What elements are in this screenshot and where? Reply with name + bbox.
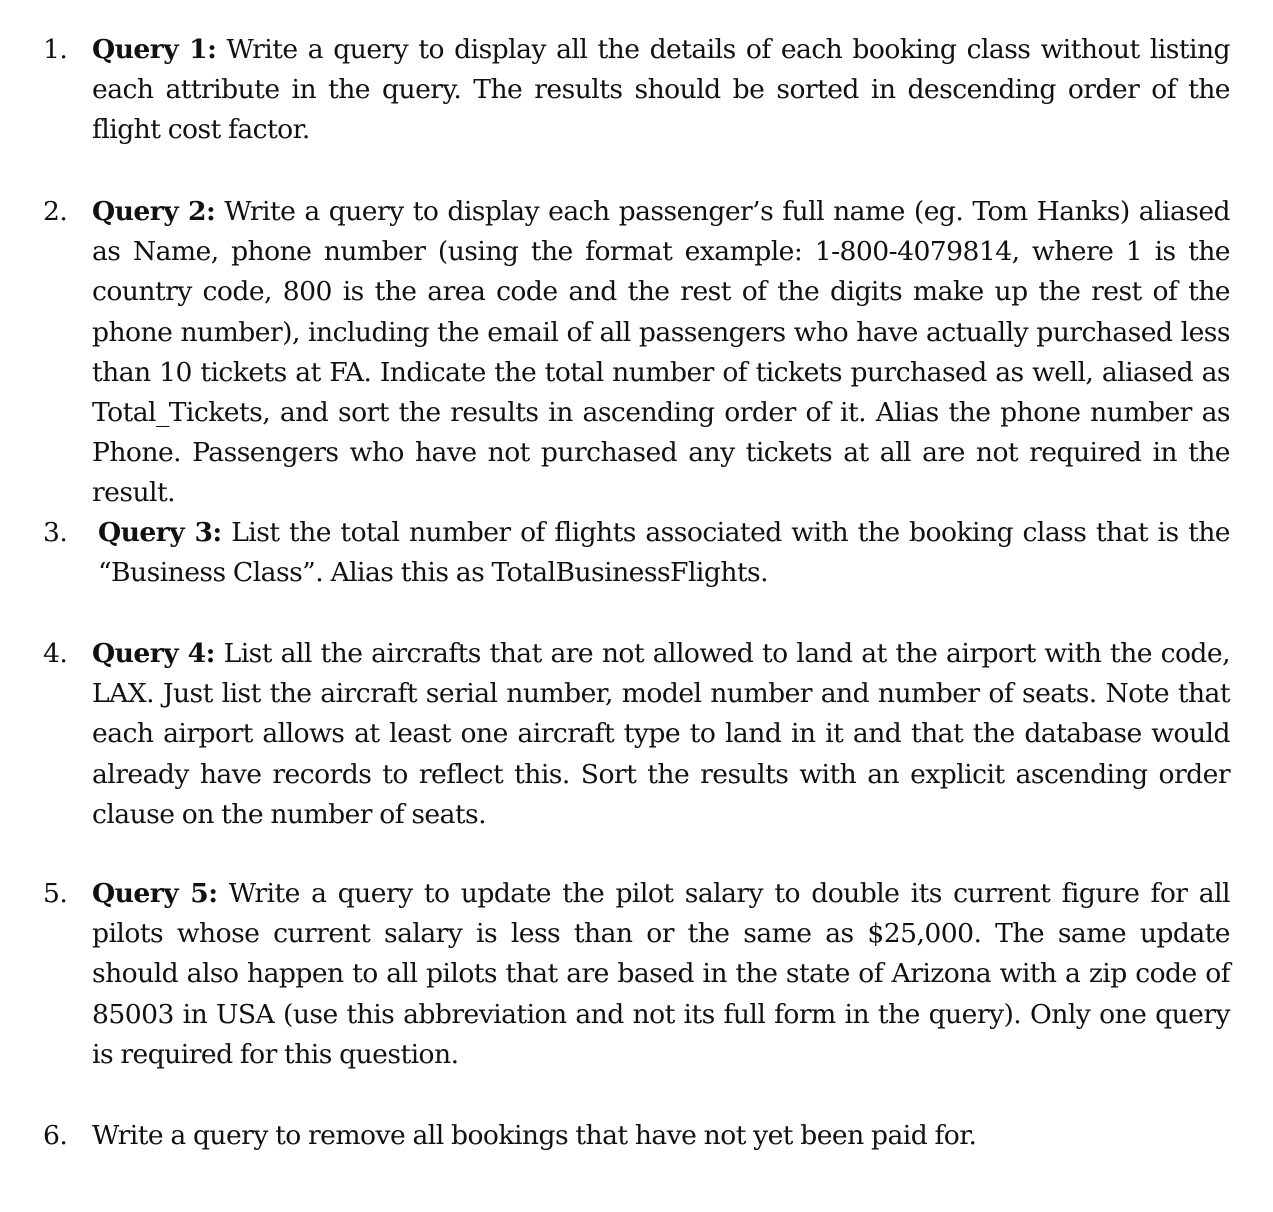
question-text: Write a query to remove all bookings that have not yet been paid for.: [92, 1120, 977, 1151]
question-body: [98, 513, 1230, 593]
question-body: [92, 634, 1230, 835]
query-label: Query 3:: [98, 517, 222, 548]
query-label: Query 1:: [92, 34, 217, 65]
question-number: 4.: [43, 638, 68, 669]
question-item: [43, 513, 1230, 593]
question-number: 6.: [43, 1120, 68, 1151]
query-label: Query 5:: [92, 878, 218, 909]
question-item: [43, 634, 1230, 835]
question-number: 1.: [43, 34, 68, 65]
question-body: [92, 30, 1230, 151]
question-number: 5.: [43, 878, 68, 909]
question-text: List the total number of flights associated with the booking class that is the “Business Class”. Alias this as TotalBusinessFlights.: [98, 517, 1230, 589]
question-body: [92, 874, 1230, 1075]
question-text: Write a query to update the pilot salary to double its current figure for all pilots whose current salary is less than or the same as $25,000. The same update should also happen to all pilots that are based in the state of Arizona with a zip code of 85003 in USA (use this abbreviation and not its full form in the query). Only one query is required for this question.: [92, 878, 1230, 1070]
question-text: Write a query to display each passenger’s full name (eg. Tom Hanks) aliased as Name, phone number (using the format example: 1-800-4079814, where 1 is the country code, 800 is the area code and the rest of the digits make up the rest of the phone number), including the email of all passengers who have actually purchased less than 10 tickets at FA. Indicate the total number of tickets purchased as well, aliased as Total_Tickets, and sort the results in ascending order of it. Alias the phone number as Phone. Passengers who have not purchased any tickets at all are not required in the result.: [92, 196, 1231, 509]
question-item: [43, 874, 1230, 1075]
question-body: [92, 192, 1230, 514]
question-text: List all the aircrafts that are not allowed to land at the airport with the code, LAX. Just list the aircraft serial number, model number and number of seats. Note that each airport allows at least one aircraft type to land in it and that the database would already have records to reflect this. Sort the results with an explicit ascending order clause on the number of seats.: [92, 638, 1230, 830]
question-item: [43, 192, 1230, 514]
question-body: [92, 1116, 1230, 1156]
question-item: [43, 30, 1230, 151]
query-label: Query 2:: [92, 196, 216, 227]
question-text: Write a query to display all the details of each booking class without listing each attribute in the query. The results should be sorted in descending order of the flight cost factor.: [92, 34, 1230, 146]
question-item: [43, 1116, 1230, 1156]
query-label: Query 4:: [92, 638, 215, 669]
question-number: 2.: [43, 196, 68, 227]
question-number: 3.: [43, 517, 68, 548]
